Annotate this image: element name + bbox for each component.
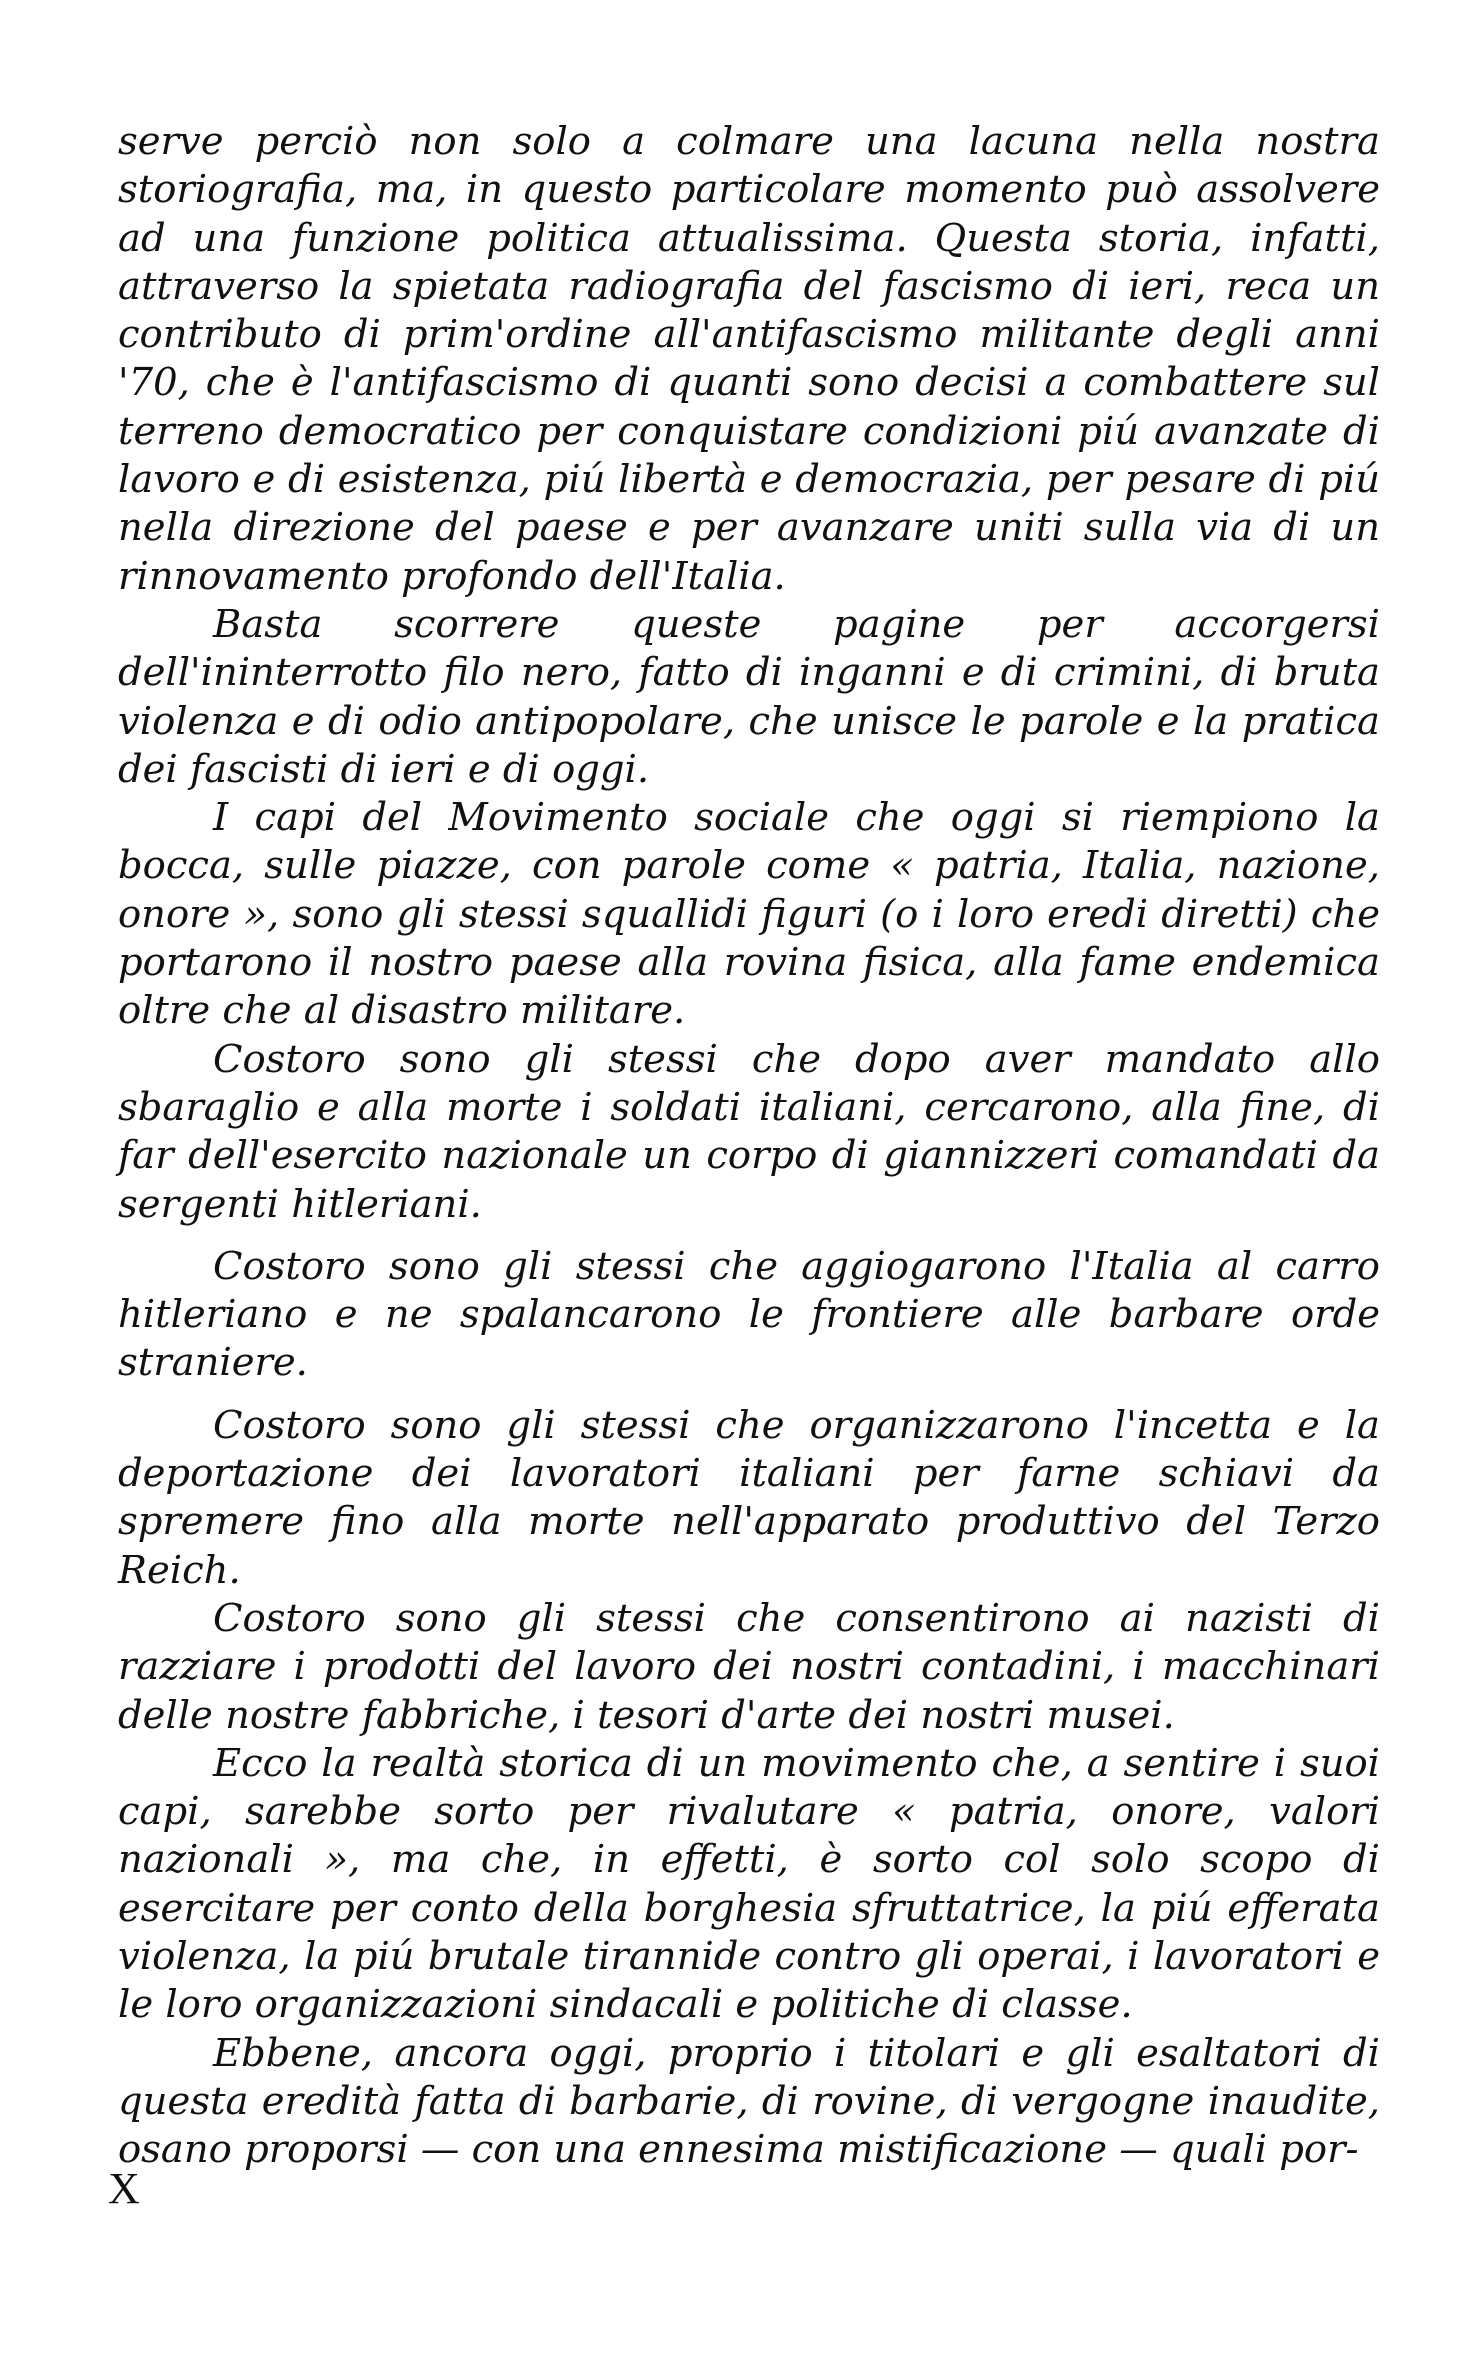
body-text xyxy=(118,118,1380,2174)
page-number: X xyxy=(108,2164,140,2213)
paragraph-costoro-deportazione: Costoro sono gli stessi che organizzarono l'incetta e la deportazione dei lavoratori italiani per farne schiavi da spremere fino alla morte nell'apparato produttivo del Terzo Reich. xyxy=(118,1402,1380,1593)
paragraph-costoro-razziare: Costoro sono gli stessi che consentirono ai nazisti di razziare i prodotti del lavoro dei nostri contadini, i macchinari delle nostre fabbriche, i tesori d'arte dei nostri musei. xyxy=(118,1595,1380,1738)
paragraph-filo-nero: Basta scorrere queste pagine per accorgersi dell'ininterrotto filo nero, fatto di inganni e di crimini, di bruta violenza e di odio antipopolare, che unisce le parole e la pratica dei fascisti di ieri e di oggi. xyxy=(118,601,1380,792)
paragraph-continuation: serve perciò non solo a colmare una lacuna nella nostra storiografia, ma, in questo particolare momento può assolvere ad una funzione politica attualissima. Questa storia, infatti, attraverso la spietata radiografia del fascismo di ieri, reca un contributo di prim'ordine all'antifascismo militante degli anni '70, che è l'antifascismo di quanti sono decisi a combattere sul terreno democratico per conquistare condizioni piú avanzate di lavoro e di esistenza, piú libertà e democrazia, per pesare di piú nella direzione del paese e per avanzare uniti sulla via di un rinnovamento profondo dell'Italia. xyxy=(118,119,1380,599)
paragraph-capi-movimento: I capi del Movimento sociale che oggi si riempiono la bocca, sulle piazze, con parole come « patria, Italia, nazione, onore », sono gli stessi squallidi figuri (o i loro eredi diretti) che portarono il nostro paese alla rovina fisica, alla fame endemica oltre che al disastro militare. xyxy=(118,795,1380,1034)
paragraph-ebbene: Ebbene, ancora oggi, proprio i titolari e gli esaltatori di questa eredità fatta di barbarie, di rovine, di vergogne inaudite, osano proporsi — con una ennesima mistificazione — quali por- xyxy=(118,2030,1380,2173)
paragraph-realta-storica: Ecco la realtà storica di un movimento che, a sentire i suoi capi, sarebbe sorto per rivalutare « patria, onore, valori nazionali », ma che, in effetti, è sorto col solo scopo di esercitare per conto della borghesia sfruttatrice, la piú efferata violenza, la piú brutale tirannide contro gli operai, i lavoratori e le loro organizzazioni sindacali e politiche di classe. xyxy=(118,1740,1380,2028)
paragraph-costoro-sbaraglio: Costoro sono gli stessi che dopo aver mandato allo sbaraglio e alla morte i soldati italiani, cercarono, alla fine, di far dell'esercito nazionale un corpo di giannizzeri comandati da sergenti hitleriani. xyxy=(118,1036,1380,1227)
paragraph-costoro-carro: Costoro sono gli stessi che aggiogarono l'Italia al carro hitleriano e ne spalancarono le frontiere alle barbare orde straniere. xyxy=(118,1243,1380,1386)
